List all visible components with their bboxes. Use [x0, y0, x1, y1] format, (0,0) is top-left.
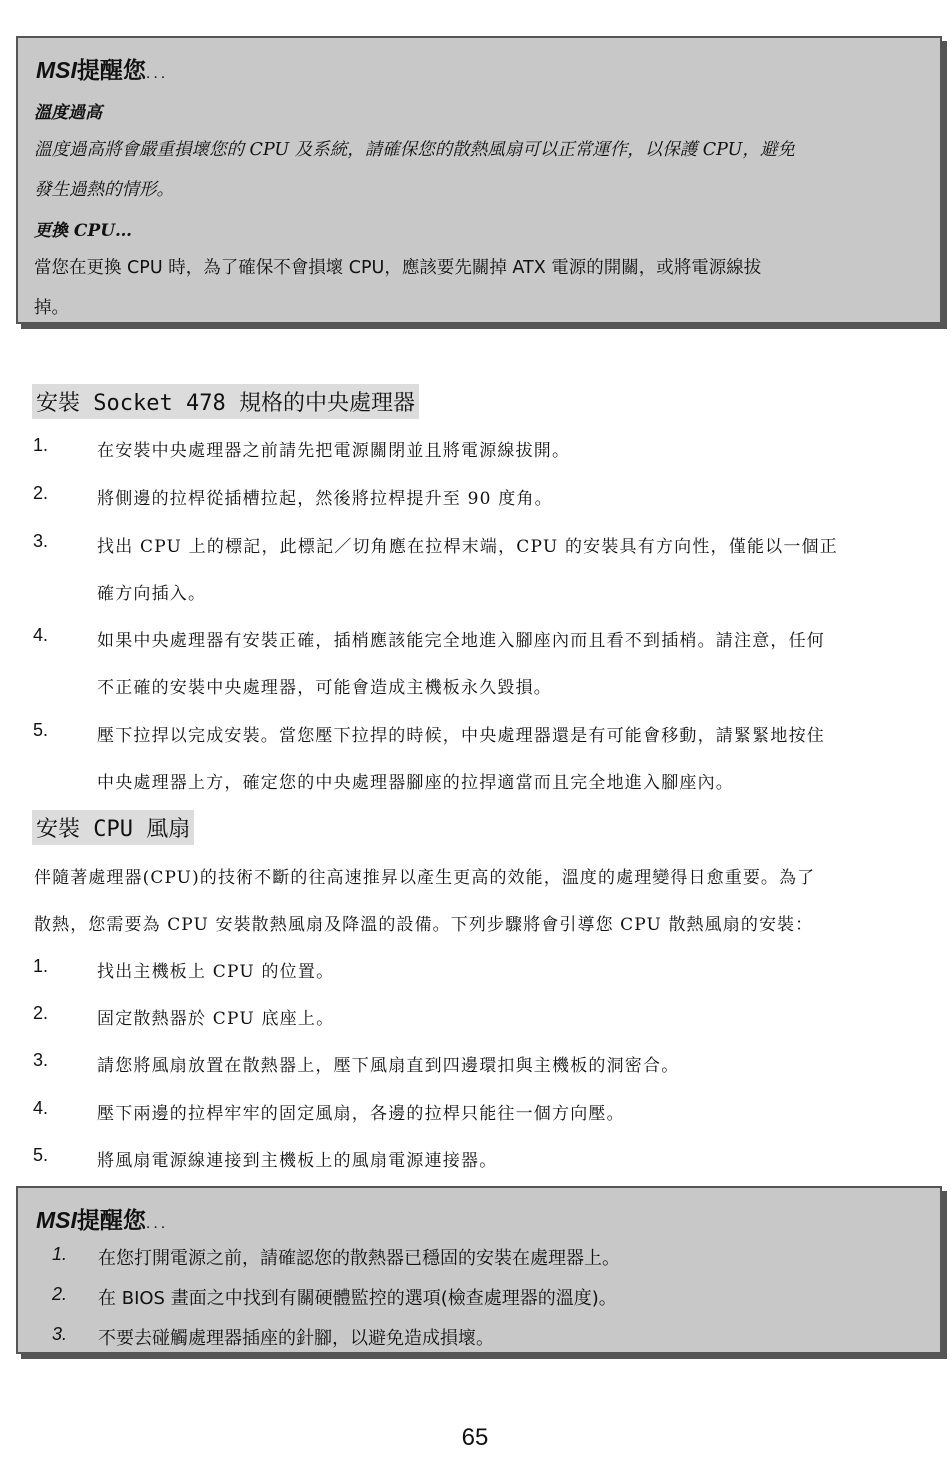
note-title: [36, 52, 168, 85]
step-text: 在安裝中央處理器之前請先把電源關閉並且將電源線拔開。: [97, 441, 571, 461]
reminder-number: 1.: [52, 1244, 68, 1264]
fan-intro-line-1: 伴隨著處理器(CPU)的技術不斷的往高速推昇以產生更高的效能，溫度的處理變得日愈重要。為了: [34, 868, 816, 888]
fan-step-text: 固定散熱器於 CPU 底座上。: [97, 1009, 335, 1029]
step-text: 將側邊的拉桿從插槽拉起，然後將拉桿提升至 90 度角。: [97, 489, 553, 509]
section-heading-cpu-fan: 安裝 CPU 風扇: [32, 810, 194, 845]
fan-step-text: 請您將風扇放置在散熱器上，壓下風扇直到四邊環扣與主機板的洞密合。: [97, 1056, 680, 1076]
step-number: 2.: [33, 483, 49, 503]
msi-brand: MSI: [36, 57, 77, 83]
step-number: 4.: [33, 625, 49, 645]
note-title-dots: ...: [145, 65, 169, 82]
step-number: 1.: [33, 435, 49, 455]
replace-cpu-heading: 更換 CPU…: [34, 221, 133, 241]
step-number: 5.: [33, 720, 49, 740]
note-title: [36, 1202, 168, 1235]
section-heading-socket-478: 安裝 Socket 478 規格的中央處理器: [32, 384, 419, 419]
note-title-dots: ...: [145, 1215, 169, 1232]
reminder-text: 在 BIOS 畫面之中找到有關硬體監控的選項(檢查處理器的溫度)。: [98, 1288, 617, 1309]
replace-cpu-text-line-1: 當您在更換 CPU 時，為了確保不會損壞 CPU，應該要先關掉 ATX 電源的開關，或將電源線拔: [34, 258, 762, 278]
fan-step-number: 1.: [33, 956, 49, 976]
step-text-continued: 不正確的安裝中央處理器，可能會造成主機板永久毀損。: [97, 678, 552, 698]
step-text: 如果中央處理器有安裝正確，插梢應該能完全地進入腳座內而且看不到插梢。請注意，任何: [97, 631, 825, 651]
reminder-number: 2.: [52, 1284, 68, 1304]
msi-reminder-box-1: [16, 36, 942, 324]
step-text: 壓下拉捍以完成安裝。當您壓下拉捍的時候，中央處理器還是有可能會移動，請緊緊地按住: [97, 726, 825, 746]
replace-cpu-text-line-2: 掉。: [34, 298, 69, 318]
fan-step-text: 找出主機板上 CPU 的位置。: [97, 962, 335, 982]
step-text-continued: 中央處理器上方，確定您的中央處理器腳座的拉捍適當而且完全地進入腳座內。: [97, 773, 734, 793]
reminder-text: 在您打開電源之前，請確認您的散熱器已穩固的安裝在處理器上。: [98, 1248, 620, 1269]
note-title-text: 提醒您: [76, 1207, 146, 1233]
page-number: 65: [461, 1424, 489, 1451]
note-title-text: 提醒您: [76, 57, 146, 83]
msi-brand: MSI: [36, 1207, 77, 1233]
fan-step-number: 3.: [33, 1050, 49, 1070]
overheat-text-line-2: 發生過熱的情形。: [34, 180, 174, 200]
fan-step-text: 壓下兩邊的拉桿牢牢的固定風扇，各邊的拉桿只能往一個方向壓。: [97, 1104, 625, 1124]
overheat-text-line-1: 溫度過高將會嚴重損壞您的 CPU 及系統，請確保您的散熱風扇可以正常運作，以保護 CPU，避免: [34, 140, 795, 160]
fan-step-number: 4.: [33, 1098, 49, 1118]
reminder-text: 不要去碰觸處理器插座的針腳，以避免造成損壞。: [98, 1328, 494, 1349]
overheat-heading: 溫度過高: [34, 103, 102, 123]
fan-step-number: 5.: [33, 1145, 49, 1165]
fan-step-number: 2.: [33, 1003, 49, 1023]
fan-step-text: 將風扇電源線連接到主機板上的風扇電源連接器。: [97, 1151, 498, 1171]
reminder-number: 3.: [52, 1324, 68, 1344]
fan-intro-line-2: 散熱，您需要為 CPU 安裝散熱風扇及降溫的設備。下列步驟將會引導您 CPU 散熱風扇的安裝：: [34, 915, 814, 935]
msi-reminder-box-2: [16, 1186, 942, 1354]
step-number: 3.: [33, 531, 49, 551]
step-text-continued: 確方向插入。: [97, 584, 207, 604]
step-text: 找出 CPU 上的標記，此標記／切角應在拉桿末端，CPU 的安裝具有方向性，僅能以一個正: [97, 537, 838, 557]
